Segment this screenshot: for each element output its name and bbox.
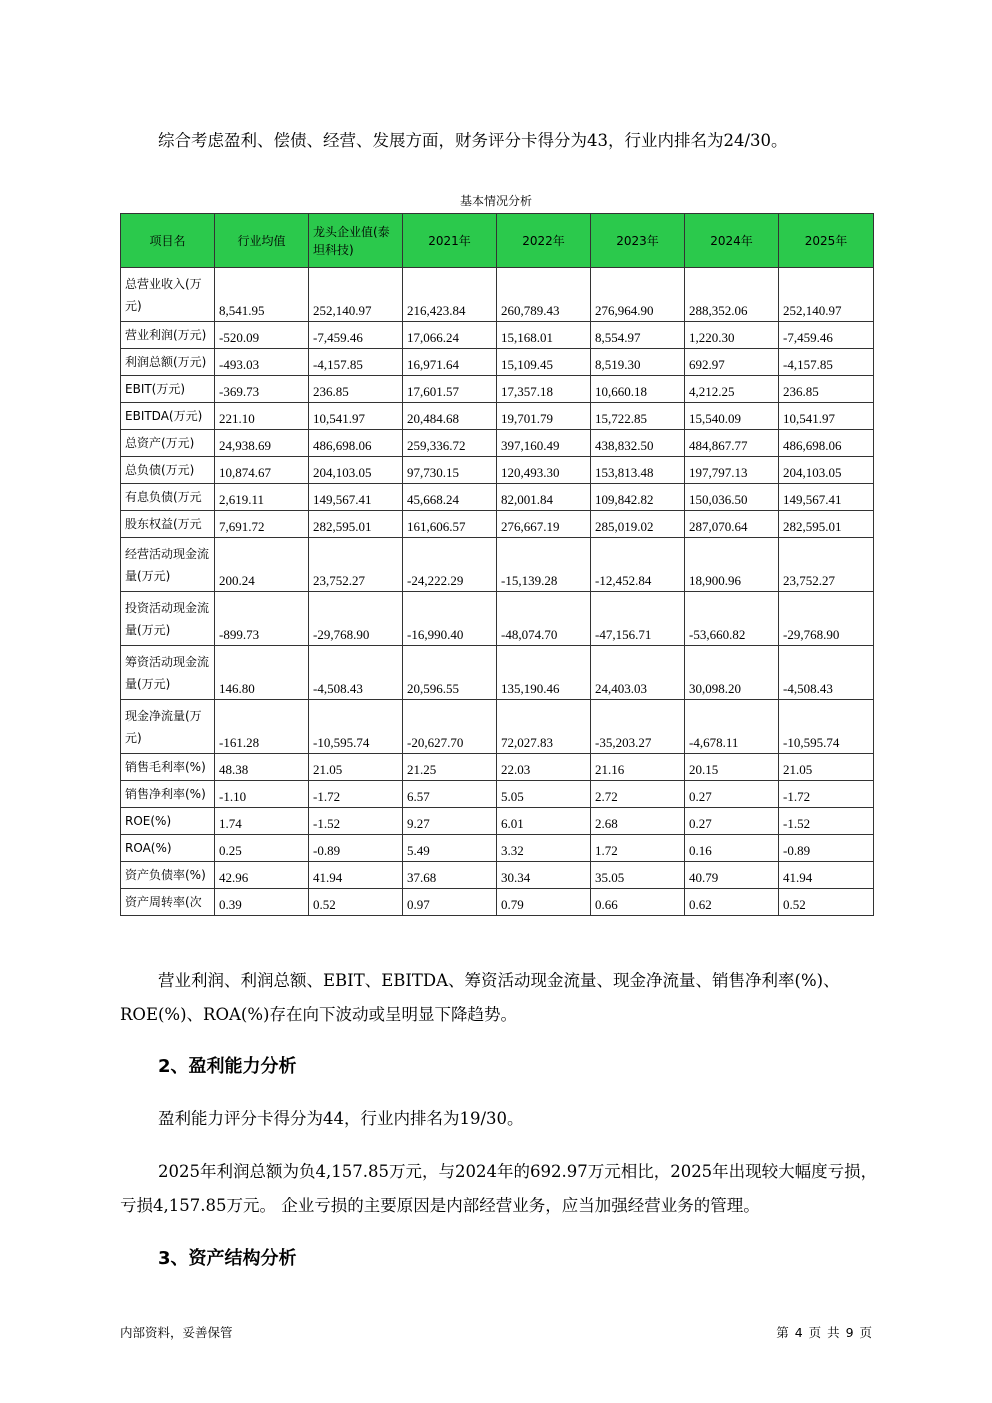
value-cell: -4,508.43 <box>309 646 403 700</box>
row-label: 总负债(万元) <box>121 457 215 484</box>
value-cell: -7,459.46 <box>309 322 403 349</box>
value-cell: -16,990.40 <box>403 592 497 646</box>
value-cell: 21.05 <box>309 754 403 781</box>
table-row <box>121 403 874 430</box>
value-cell: 1.74 <box>215 808 309 835</box>
value-cell: -4,157.85 <box>309 349 403 376</box>
table-row <box>121 538 874 592</box>
value-cell: 82,001.84 <box>497 484 591 511</box>
value-cell: 0.25 <box>215 835 309 862</box>
row-label: 有息负债(万元 <box>121 484 215 511</box>
value-cell: 17,357.18 <box>497 376 591 403</box>
value-cell: 8,519.30 <box>591 349 685 376</box>
value-cell: 15,109.45 <box>497 349 591 376</box>
row-label: 销售毛利率(%) <box>121 754 215 781</box>
value-cell: 135,190.46 <box>497 646 591 700</box>
value-cell: 40.79 <box>685 862 779 889</box>
table-row <box>121 808 874 835</box>
value-cell: 22.03 <box>497 754 591 781</box>
value-cell: 0.52 <box>779 889 874 916</box>
value-cell: 288,352.06 <box>685 268 779 322</box>
value-cell: 252,140.97 <box>309 268 403 322</box>
header-cell: 2022年 <box>497 214 591 268</box>
value-cell: 1,220.30 <box>685 322 779 349</box>
value-cell: -0.89 <box>779 835 874 862</box>
value-cell: 35.05 <box>591 862 685 889</box>
table-row <box>121 376 874 403</box>
value-cell: -53,660.82 <box>685 592 779 646</box>
value-cell: -20,627.70 <box>403 700 497 754</box>
table-row <box>121 592 874 646</box>
value-cell: 16,971.64 <box>403 349 497 376</box>
row-label: 利润总额(万元) <box>121 349 215 376</box>
row-label: 总营业收入(万元) <box>121 268 215 322</box>
table-row <box>121 484 874 511</box>
value-cell: -10,595.74 <box>309 700 403 754</box>
value-cell: 0.62 <box>685 889 779 916</box>
value-cell: 197,797.13 <box>685 457 779 484</box>
value-cell: -12,452.84 <box>591 538 685 592</box>
value-cell: 236.85 <box>309 376 403 403</box>
value-cell: -35,203.27 <box>591 700 685 754</box>
table-row <box>121 781 874 808</box>
value-cell: 204,103.05 <box>309 457 403 484</box>
value-cell: -15,139.28 <box>497 538 591 592</box>
value-cell: 23,752.27 <box>309 538 403 592</box>
value-cell: 5.05 <box>497 781 591 808</box>
value-cell: 20,484.68 <box>403 403 497 430</box>
footer-page-number: 第 4 页 共 9 页 <box>776 1325 872 1340</box>
value-cell: 282,595.01 <box>309 511 403 538</box>
value-cell: 10,541.97 <box>779 403 874 430</box>
value-cell: -4,678.11 <box>685 700 779 754</box>
value-cell: 24,403.03 <box>591 646 685 700</box>
value-cell: -161.28 <box>215 700 309 754</box>
table-caption: 基本情况分析 <box>459 194 532 208</box>
value-cell: 20,596.55 <box>403 646 497 700</box>
value-cell: -1.52 <box>309 808 403 835</box>
header-cell: 2021年 <box>403 214 497 268</box>
value-cell: -29,768.90 <box>779 592 874 646</box>
header-cell: 行业均值 <box>215 214 309 268</box>
value-cell: -24,222.29 <box>403 538 497 592</box>
value-cell: -1.72 <box>779 781 874 808</box>
value-cell: -47,156.71 <box>591 592 685 646</box>
row-label: 投资活动现金流量(万元) <box>121 592 215 646</box>
table-row <box>121 646 874 700</box>
value-cell: 109,842.82 <box>591 484 685 511</box>
value-cell: 161,606.57 <box>403 511 497 538</box>
table-row <box>121 862 874 889</box>
row-label: 资产负债率(%) <box>121 862 215 889</box>
footer-confidential-note: 内部资料，妥善保管 <box>120 1325 233 1340</box>
section-heading-asset-structure: 3、资产结构分析 <box>158 1248 297 1269</box>
value-cell: 97,730.15 <box>403 457 497 484</box>
value-cell: 4,212.25 <box>685 376 779 403</box>
value-cell: 486,698.06 <box>779 430 874 457</box>
value-cell: 10,874.67 <box>215 457 309 484</box>
row-label: 筹资活动现金流量(万元) <box>121 646 215 700</box>
header-cell: 2025年 <box>779 214 874 268</box>
value-cell: 216,423.84 <box>403 268 497 322</box>
value-cell: 282,595.01 <box>779 511 874 538</box>
value-cell: -369.73 <box>215 376 309 403</box>
row-label: 经营活动现金流量(万元) <box>121 538 215 592</box>
value-cell: 236.85 <box>779 376 874 403</box>
value-cell: 8,541.95 <box>215 268 309 322</box>
value-cell: 259,336.72 <box>403 430 497 457</box>
value-cell: 15,168.01 <box>497 322 591 349</box>
row-label: 营业利润(万元) <box>121 322 215 349</box>
value-cell: 276,667.19 <box>497 511 591 538</box>
row-label: 资产周转率(次 <box>121 889 215 916</box>
value-cell: -29,768.90 <box>309 592 403 646</box>
value-cell: -899.73 <box>215 592 309 646</box>
value-cell: 41.94 <box>309 862 403 889</box>
value-cell: 146.80 <box>215 646 309 700</box>
table-row <box>121 268 874 322</box>
table-row <box>121 835 874 862</box>
row-label: 现金净流量(万元) <box>121 700 215 754</box>
row-label: 销售净利率(%) <box>121 781 215 808</box>
value-cell: 21.16 <box>591 754 685 781</box>
value-cell: 17,066.24 <box>403 322 497 349</box>
header-cell: 2023年 <box>591 214 685 268</box>
table-header-row <box>121 214 874 268</box>
profitability-score: 盈利能力评分卡得分为44，行业内排名为19/30。 <box>158 1109 524 1128</box>
table-row <box>121 889 874 916</box>
table-row <box>121 700 874 754</box>
value-cell: 150,036.50 <box>685 484 779 511</box>
value-cell: -7,459.46 <box>779 322 874 349</box>
value-cell: 149,567.41 <box>309 484 403 511</box>
value-cell: 24,938.69 <box>215 430 309 457</box>
table-row <box>121 322 874 349</box>
table-row <box>121 457 874 484</box>
value-cell: 149,567.41 <box>779 484 874 511</box>
value-cell: 30.34 <box>497 862 591 889</box>
value-cell: -0.89 <box>309 835 403 862</box>
value-cell: -4,508.43 <box>779 646 874 700</box>
value-cell: 6.57 <box>403 781 497 808</box>
value-cell: -520.09 <box>215 322 309 349</box>
table-row <box>121 754 874 781</box>
intro-paragraph: 综合考虑盈利、偿债、经营、发展方面，财务评分卡得分为43，行业内排名为24/30。 <box>158 131 788 150</box>
value-cell: 7,691.72 <box>215 511 309 538</box>
value-cell: 3.32 <box>497 835 591 862</box>
value-cell: 2.68 <box>591 808 685 835</box>
row-label: EBIT(万元) <box>121 376 215 403</box>
value-cell: 8,554.97 <box>591 322 685 349</box>
value-cell: -1.52 <box>779 808 874 835</box>
value-cell: 72,027.83 <box>497 700 591 754</box>
value-cell: 200.24 <box>215 538 309 592</box>
value-cell: 0.16 <box>685 835 779 862</box>
value-cell: 17,601.57 <box>403 376 497 403</box>
value-cell: 45,668.24 <box>403 484 497 511</box>
value-cell: 221.10 <box>215 403 309 430</box>
value-cell: 15,722.85 <box>591 403 685 430</box>
value-cell: 6.01 <box>497 808 591 835</box>
value-cell: 15,540.09 <box>685 403 779 430</box>
value-cell: 120,493.30 <box>497 457 591 484</box>
value-cell: 20.15 <box>685 754 779 781</box>
value-cell: 23,752.27 <box>779 538 874 592</box>
value-cell: 0.97 <box>403 889 497 916</box>
value-cell: 0.79 <box>497 889 591 916</box>
value-cell: -1.72 <box>309 781 403 808</box>
row-label: EBITDA(万元) <box>121 403 215 430</box>
value-cell: -1.10 <box>215 781 309 808</box>
value-cell: 0.27 <box>685 781 779 808</box>
value-cell: 9.27 <box>403 808 497 835</box>
value-cell: 10,660.18 <box>591 376 685 403</box>
value-cell: -4,157.85 <box>779 349 874 376</box>
value-cell: 484,867.77 <box>685 430 779 457</box>
value-cell: 397,160.49 <box>497 430 591 457</box>
value-cell: 10,541.97 <box>309 403 403 430</box>
value-cell: 42.96 <box>215 862 309 889</box>
value-cell: 486,698.06 <box>309 430 403 457</box>
value-cell: -10,595.74 <box>779 700 874 754</box>
header-cell: 2024年 <box>685 214 779 268</box>
value-cell: 1.72 <box>591 835 685 862</box>
value-cell: 692.97 <box>685 349 779 376</box>
trend-paragraph: 营业利润、利润总额、EBIT、EBITDA、筹资活动现金流量、现金净流量、销售净利率(%)、ROE(%)、ROA(%)存在向下波动或呈明显下降趋势。 <box>120 971 840 1024</box>
value-cell: 0.52 <box>309 889 403 916</box>
financial-table <box>120 213 874 916</box>
table-row <box>121 430 874 457</box>
row-label: 总资产(万元) <box>121 430 215 457</box>
value-cell: 287,070.64 <box>685 511 779 538</box>
value-cell: 5.49 <box>403 835 497 862</box>
value-cell: -48,074.70 <box>497 592 591 646</box>
value-cell: 2.72 <box>591 781 685 808</box>
value-cell: 252,140.97 <box>779 268 874 322</box>
value-cell: 19,701.79 <box>497 403 591 430</box>
table-row <box>121 511 874 538</box>
row-label: ROE(%) <box>121 808 215 835</box>
value-cell: 21.25 <box>403 754 497 781</box>
row-label: 股东权益(万元 <box>121 511 215 538</box>
value-cell: 18,900.96 <box>685 538 779 592</box>
header-cell: 龙头企业值(泰坦科技) <box>309 214 403 268</box>
table-row <box>121 349 874 376</box>
value-cell: 204,103.05 <box>779 457 874 484</box>
value-cell: 153,813.48 <box>591 457 685 484</box>
value-cell: 37.68 <box>403 862 497 889</box>
value-cell: 30,098.20 <box>685 646 779 700</box>
value-cell: 41.94 <box>779 862 874 889</box>
value-cell: 21.05 <box>779 754 874 781</box>
value-cell: 285,019.02 <box>591 511 685 538</box>
value-cell: 260,789.43 <box>497 268 591 322</box>
value-cell: 438,832.50 <box>591 430 685 457</box>
value-cell: 2,619.11 <box>215 484 309 511</box>
value-cell: -493.03 <box>215 349 309 376</box>
value-cell: 276,964.90 <box>591 268 685 322</box>
value-cell: 0.39 <box>215 889 309 916</box>
value-cell: 48.38 <box>215 754 309 781</box>
row-label: ROA(%) <box>121 835 215 862</box>
value-cell: 0.27 <box>685 808 779 835</box>
value-cell: 0.66 <box>591 889 685 916</box>
header-cell: 项目名 <box>121 214 215 268</box>
section-heading-profitability: 2、盈利能力分析 <box>158 1056 297 1077</box>
profitability-analysis: 2025年利润总额为负4,157.85万元，与2024年的692.97万元相比，2025年出现较大幅度亏损，亏损4,157.85万元。 企业亏损的主要原因是内部经营业务，应当加强经营业务的管理。 <box>120 1162 878 1215</box>
